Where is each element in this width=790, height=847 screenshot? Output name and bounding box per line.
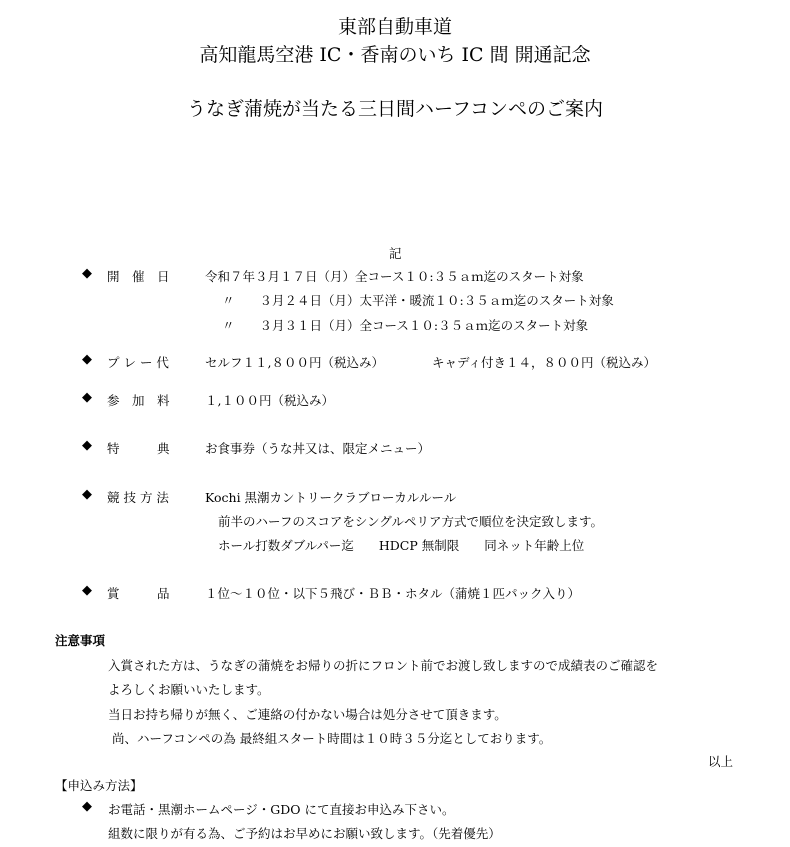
apply-heading: 【申込み方法】 [55, 778, 143, 793]
play-fee-label: プ レ ー 代 [107, 355, 169, 370]
benefit-value: お食事券（うな丼又は、限定メニュー） [205, 441, 431, 456]
method-line-3: ホール打数ダブルパー迄 HDCP 無制限 同ネット年齢上位 [218, 538, 585, 553]
bullet-icon: ◆ [82, 438, 92, 453]
prizes-value: １位～１０位・以下５飛び・ＢＢ・ホタル（蒲焼１匹パック入り） [205, 586, 581, 601]
ijo-mark: 以上 [708, 754, 734, 769]
bullet-icon: ◆ [82, 799, 92, 814]
method-line-1: Kochi 黒潮カントリークラブローカルルール [205, 490, 457, 505]
bullet-icon: ◆ [82, 583, 92, 598]
method-line-2: 前半のハーフのスコアをシングルペリア方式で順位を決定致します。 [218, 514, 603, 529]
notes-line-4: 尚、ハーフコンペの為 最終組スタート時間は１０時３５分迄としております。 [112, 731, 552, 746]
dates-row-2: 〃 ３月２４日（月）太平洋・暖流１０:３５ａｍ迄のスタート対象 [222, 293, 614, 308]
notes-line-2: よろしくお願いいたします。 [108, 682, 270, 697]
dates-label: 開 催 日 [107, 269, 170, 284]
apply-line-1: お電話・黒潮ホームページ・GDO にて直接お申込み下さい。 [108, 802, 455, 817]
title-line-2: 高知龍馬空港 IC・香南のいち IC 間 開通記念 [199, 44, 591, 66]
entry-fee-value: １,１００円（税込み） [205, 393, 334, 408]
entry-fee-label: 参 加 料 [107, 393, 170, 408]
bullet-icon: ◆ [82, 266, 92, 281]
bullet-icon: ◆ [82, 352, 92, 367]
title-line-3: うなぎ蒲焼が当たる三日間ハーフコンペのご案内 [186, 98, 604, 120]
play-fee-caddie: キャディ付き１４，８００円（税込み） [432, 355, 657, 370]
prizes-label: 賞 品 [107, 586, 170, 601]
dates-row-1: 令和７年３月１７日（月）全コース１０:３５ａｍ迄のスタート対象 [205, 269, 584, 284]
benefit-label: 特 典 [107, 441, 170, 456]
dates-row-3: 〃 ３月３１日（月）全コース１０:３５ａｍ迄のスタート対象 [222, 318, 589, 333]
method-label: 競 技 方 法 [107, 490, 169, 505]
bullet-icon: ◆ [82, 487, 92, 502]
ki-mark: 記 [389, 246, 402, 261]
notes-line-1: 入賞された方は、うなぎの蒲焼をお帰りの折にフロント前でお渡し致しますので成績表のご確認を [108, 658, 659, 673]
apply-line-2: 組数に限りが有る為、ご予約はお早めにお願い致します。（先着優先） [108, 826, 501, 841]
play-fee-self: セルフ１１,８００円（税込み） [205, 355, 384, 370]
notes-heading: 注意事項 [55, 633, 106, 648]
notes-line-3: 当日お持ち帰りが無く、ご連絡の付かない場合は処分させて頂きます。 [108, 707, 507, 722]
bullet-icon: ◆ [82, 390, 92, 405]
title-line-1: 東部自動車道 [337, 16, 452, 38]
